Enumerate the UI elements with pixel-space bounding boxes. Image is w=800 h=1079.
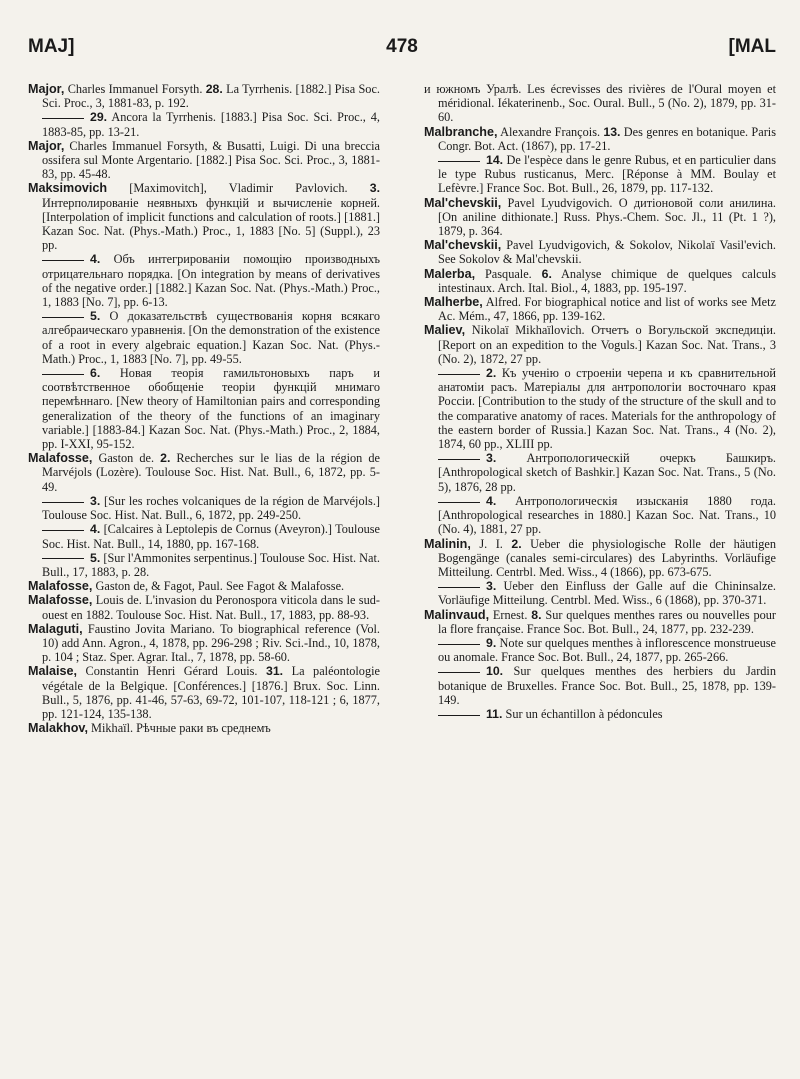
author-name: Malinin, [424,536,471,551]
entry-number: 31. [265,664,284,679]
author-name: Malafosse, [28,593,93,608]
catalogue-entry [424,82,776,125]
right-column [424,82,776,1072]
catalogue-subentry [424,153,776,196]
running-header [28,36,776,62]
entry-text: Sur un échantillon à pédoncules [502,706,663,721]
entry-number: 11. [486,706,503,721]
author-name: Malafosse, [28,579,93,594]
author-detail: Charles Immanuel Forsyth, & Busatti, Luigi. [64,138,305,153]
author-detail: Pavel Lyudvigovich, & Sokolov, Nikolaï Vasil'evich. See Sokolov & Mal'chevskii. [438,238,776,267]
author-detail: Pasquale. [475,266,542,281]
entry-number: 2. [486,366,497,381]
catalogue-subentry [28,551,380,579]
catalogue-subentry [424,366,776,451]
catalogue-entry [424,238,776,266]
entry-text: Analyse chimique de quelques calculs intestinaux. Arch. Ital. Biol., 4, 1883, pp. 195-197. [438,266,776,295]
entry-text: To biographical reference (Vol. 10) add Ann. Agron., 4, 1878, pp. 296-298 ; Riv. Sci.-Ind., 10, 1878, p. 104 ; Staz. Sper. Agrar. Ital., 7, 1878, pp. 58-60. [42,621,380,665]
entry-number: 5. [90,309,101,324]
author-detail: Alexandre François. [497,124,604,139]
catalogue-entry [28,622,380,665]
entry-text: Интерполированіе неявныхъ функцій и вычисленіе корней. [Interpolation of implicit functions and calculation of roots.] [1881.] Kazan Soc. Nat. (Phys.-Math.) Proc., 1, 1883 [No. 5] (Suppl.), 23 pp. [42,195,380,253]
entry-text: Новая теорія гамильтоновыхъ паръ и соотвѣтственное обобщеніе теоріи функцій мнимаго перемѣннаго. [New theory of Hamiltonian pairs and corresponding generalization of the theory of the functions of an imaginary variable.] [1883-84.] Kazan Soc. Nat. (Phys.-Math.) Proc., 2, 1884, pp. I-XXI, 95-152. [42,366,380,452]
author-detail: Pavel Lyudvigovich. [501,195,619,210]
catalogue-subentry [424,579,776,607]
author-name: Major, [28,82,65,96]
entry-text: Sur quelques menthes des herbiers du Jardin botanique de Bruxelles. France Soc. Bot. Bull., 25, 1878, pp. 139-149. [438,664,776,707]
repeat-author-dash [438,459,480,460]
author-name: Mal'chevskii, [424,238,502,253]
author-name: Maksimovich [28,181,108,196]
entry-text: О дитіоновой соли анилина. [On aniline dithionate.] Russ. Phys.-Chem. Soc. Jl., 11 (Pt. 1 ?), 1879, p. 364. [438,195,776,239]
catalogue-entry [28,82,380,110]
author-detail: Ernest. [489,607,532,622]
entry-number: 3. [486,579,497,594]
entry-text: De l'espèce dans le genre Rubus, et en particulier dans le type Rubus rusticanus, Merc. [Réponse à MM. Boulay et Lefèvre.] France Soc. Bot. Bull., 26, 1879, pp. 117-132. [438,153,776,196]
catalogue-subentry [28,522,380,550]
catalogue-entry [424,125,776,153]
author-name: Malherbe, [424,295,483,310]
entry-number: 2. [160,451,171,466]
entry-number: 3. [369,181,380,196]
catalogue-subentry [28,309,380,366]
repeat-author-dash [42,260,84,261]
entry-number: 4. [90,252,101,267]
entry-number: 13. [603,124,621,139]
entry-text: О доказательствѣ существованія корня всякаго алгебраическаго уравненія. [On the demonstration of the existence of a root in every algebraic equation.] Kazan Soc. Nat. (Phys.-Math.) Proc., 1, 1883 [No. 7], pp. 49-55. [42,309,380,366]
entry-text: Di una breccia ossifera sul Monte Argentario. [1882.] Pisa Soc. Sci. Proc., 3, 1881-83, pp. 45-48. [42,138,380,182]
header-left: MAJ] [28,36,75,57]
catalogue-entry [28,593,380,621]
catalogue-subentry [424,494,776,537]
entry-text: Ueber den Einfluss der Galle auf die Chininsalze. Vorläufige Mitteilung. Centrbl. Med. Wiss., 6 (1868), pp. 370-371. [438,579,776,608]
entry-text: Рѣчные раки въ среднемъ [136,721,271,736]
author-detail: [Maximovitch], Vladimir Pavlovich. [107,181,370,196]
author-detail: Constantin Henri Gérard Louis. [77,664,266,679]
author-name: Maliev, [424,323,466,338]
entry-number: 8. [531,607,542,622]
repeat-author-dash [42,118,84,119]
catalogue-subentry [424,664,776,707]
catalogue-entry [424,323,776,366]
entry-text: La paléontologie végétale de la Belgique. [Conférences.] [1876.] Brux. Soc. Linn. Bull., 5, 1876, pp. 41-46, 57-63, 69-72, 101-107, 118-121 ; 6, 1877, pp. 121-124, 135-138. [42,664,380,721]
entry-number: 28. [205,82,223,96]
catalogue-subentry [28,366,380,451]
page-number: 478 [386,36,418,57]
author-name: Malerba, [424,266,476,281]
author-name: Malaise, [28,664,78,679]
author-name: Major, [28,138,65,153]
header-right: [MAL [728,36,776,57]
entry-number: 3. [90,493,101,508]
author-name: Malafosse, [28,451,93,466]
entry-text: Къ ученію о строеніи черепа и къ сравнительной анатоміи расъ. Матеріалы для антропологіи восточнаго края Россіи. [Contribution to the study of the structure of the skull and to the comparative anatomy of races. Materials for the anthropology of the eastern border of Russia.] Kazan Soc. Nat. Trans., 4 (No. 2), 1874, 60 pp., XLIII pp. [438,366,776,452]
author-detail: J. I. [470,536,512,551]
author-name: Malbranche, [424,124,498,139]
author-detail: Gaston de. [92,451,161,466]
author-name: Malinvaud, [424,607,490,622]
author-detail: Faustino Jovita Mariano. [82,621,221,636]
entry-number: 4. [486,493,497,508]
catalogue-entry [424,267,776,295]
author-name: Malaguti, [28,621,83,636]
catalogue-entry [28,664,380,721]
entry-number: 6. [541,266,552,281]
catalogue-subentry [28,252,380,309]
catalogue-entry [28,451,380,494]
repeat-author-dash [42,558,84,559]
catalogue-subentry [424,636,776,664]
repeat-author-dash [42,374,84,375]
author-detail: Nikolaï Mikhaïlovich. [465,323,592,338]
author-detail: Gaston de, & Fagot, Paul. See Fagot & Malafosse. [92,579,345,594]
repeat-author-dash [438,644,480,645]
entry-text: [Sur les roches volcaniques de la région de Marvéjols.] Toulouse Soc. Hist. Nat. Bull., 6, 1872, pp. 249-250. [42,493,380,523]
entry-number: 2. [511,536,522,551]
entry-text: [Calcaires à Leptolepis de Cornus (Aveyron).] Toulouse Soc. Hist. Nat. Bull., 14, 1880, pp. 167-168. [42,522,380,551]
entry-number: 6. [90,366,101,381]
catalogue-entry [424,537,776,580]
catalogue-entry [28,181,380,252]
entry-text: Объ интегрированіи помощію производныхъ отрицательнаго порядка. [On integration by means of derivatives of the negative order.] [1882.] Kazan Soc. Nat. (Phys.-Math.) Proc., 1, 1883 [No. 7], pp. 6-13. [42,252,380,310]
entry-text: [Sur l'Ammonites serpentinus.] Toulouse Soc. Hist. Nat. Bull., 17, 1883, p. 28. [42,550,380,579]
catalogue-entry [28,579,380,593]
entry-text: Антропологическія изысканія 1880 года. [Anthropological researches in 1880.] Kazan Soc. Nat. Trans., 10 (No. 4), 1881, 27 pp. [438,493,776,537]
entry-text: La Tyrrhenis. [1882.] Pisa Soc. Sci. Proc., 3, 1881-83, p. 192. [42,82,380,111]
author-detail: Mikhaïl. [87,721,137,736]
repeat-author-dash [42,530,84,531]
entry-text: Note sur quelques menthes à inflorescence monstrueuse ou anomale. France Soc. Bot. Bull., 24, 1877, pp. 265-266. [438,635,776,665]
entry-number: 14. [486,153,504,168]
repeat-author-dash [438,161,480,162]
entry-text: For biographical notice and list of works see Metz Ac. Mém., 47, 1866, pp. 139-162. [438,295,776,324]
entry-number: 3. [486,451,497,466]
entry-text: Des genres en botanique. Paris Congr. Bot. Act. (1867), pp. 17-21. [438,124,776,153]
entry-text: и южномъ Уралѣ. Les écrevisses des rivières de l'Oural moyen et méridional. Iékaterinenb., Soc. Oural. Bull., 5 (No. 2), 1879, pp. 31-60. [424,82,776,125]
catalogue-subentry [28,494,380,522]
catalogue-entry [28,721,380,735]
author-name: Mal'chevskii, [424,195,502,210]
catalogue-subentry [424,707,776,721]
catalogue-entry [424,196,776,239]
left-column [28,82,380,1072]
entry-number: 5. [90,550,101,565]
catalogue-entry [424,295,776,323]
repeat-author-dash [438,587,480,588]
repeat-author-dash [438,672,480,673]
entry-text: Sur quelques menthes rares ou nouvelles pour la flore française. France Soc. Bot. Bull., 24, 1877, pp. 232-239. [438,607,776,636]
repeat-author-dash [438,502,480,503]
author-name: Malakhov, [28,721,88,736]
author-detail: Alfred. [482,295,525,310]
entry-text: L'invasion du Peronospora viticola dans le sud-ouest en 1882. Toulouse Soc. Hist. Nat. Bull., 17, 1883, pp. 88-93. [42,593,380,622]
entry-number: 29. [90,110,108,125]
catalogue-entry [28,139,380,182]
repeat-author-dash [438,374,480,375]
catalogue-entry [424,608,776,636]
entry-number: 10. [486,664,504,679]
entry-text: Антропологическій очеркъ Башкиръ. [Anthropological sketch of Bashkir.] Kazan Soc. Nat. Trans., 5 (No. 5), 1876, 28 pp. [438,451,776,494]
repeat-author-dash [42,502,84,503]
entry-number: 9. [486,635,497,650]
author-detail: Louis de. [92,593,146,608]
repeat-author-dash [42,317,84,318]
entry-text: Отчетъ о Вогульской экспедиціи. [Report on an expedition to the Voguls.] Kazan Soc. Nat. Trans., 3 (No. 2), 1872, 27 pp. [438,323,776,366]
catalogue-subentry [424,451,776,494]
repeat-author-dash [438,715,480,716]
catalogue-subentry [28,110,380,138]
author-detail: Charles Immanuel Forsyth. [64,82,206,96]
entry-number: 4. [90,522,101,537]
entry-text: Ancora la Tyrrhenis. [1883.] Pisa Soc. Sci. Proc., 4, 1883-85, pp. 13-21. [42,110,380,139]
entry-text: Ueber die physiologische Rolle der häutigen Bogengänge (canales semi-circulares) des Labyrinths. Vorläufige Mitteilung. Centrbl. Med. Wiss., 4 (1866), pp. 673-675. [438,536,776,579]
entry-text: Recherches sur le lias de la région de Marvéjols (Lozère). Toulouse Soc. Hist. Nat. Bull., 6, 1872, pp. 5-49. [42,451,380,494]
